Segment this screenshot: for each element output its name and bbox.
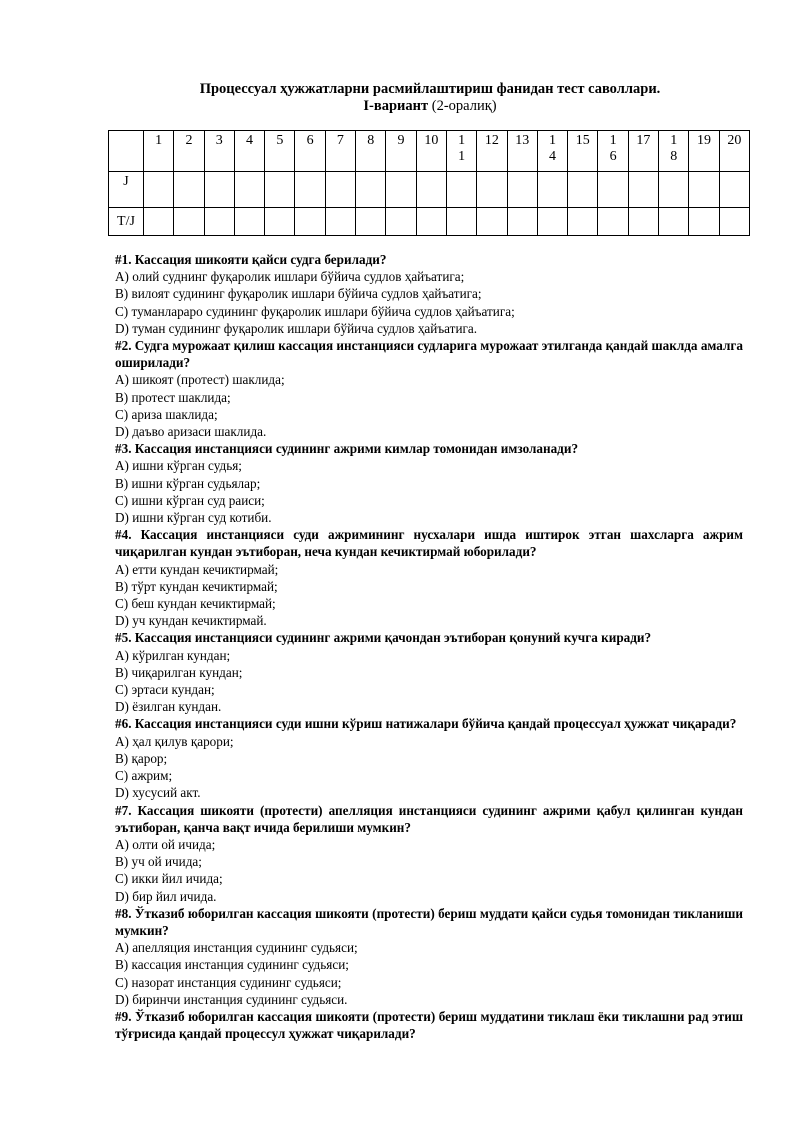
answer-cell[interactable] — [598, 208, 628, 236]
row-label-tj: T/J — [109, 208, 144, 236]
answer-cell[interactable] — [204, 208, 234, 236]
column-number: 19 — [689, 131, 719, 172]
answer-option: B) қарор; — [115, 750, 168, 766]
answer-option: D) туман судининг фуқаролик ишлари бўйича судлов ҳайъатига. — [115, 320, 478, 336]
answer-cell[interactable] — [234, 172, 264, 208]
answer-option: C) ажрим; — [115, 768, 173, 784]
column-number: 10 — [416, 131, 446, 172]
answer-cell[interactable] — [356, 172, 386, 208]
document-title: Процессуал ҳужжатларни расмийлаштириш фанидан тест саволлари. — [199, 81, 661, 97]
question-text: #3. Кассация инстанцияси судининг ажрими кимлар томонидан имзоланади? — [115, 441, 579, 457]
answer-cell[interactable] — [689, 208, 719, 236]
answer-cell[interactable] — [568, 172, 598, 208]
column-number: 13 — [507, 131, 537, 172]
answer-cell[interactable] — [386, 208, 416, 236]
answer-option: D) ишни кўрган суд котиби. — [115, 510, 272, 526]
answer-option: D) ёзилган кундан. — [115, 699, 222, 715]
column-number: 12 — [477, 131, 507, 172]
answer-cell[interactable] — [446, 208, 476, 236]
answer-option: B) кассация инстанция судининг судьяси; — [115, 957, 349, 973]
answer-table-row-tj — [109, 208, 750, 236]
answer-option: A) апелляция инстанция судининг судьяси; — [115, 940, 358, 956]
question-text: #6. Кассация инстанцияси суди ишни кўриш натижалари бўйича қандай процессуал ҳужжат чиқаради? — [115, 716, 737, 732]
answer-cell[interactable] — [265, 208, 295, 236]
answer-cell[interactable] — [477, 172, 507, 208]
questions-list — [115, 251, 743, 1042]
answer-cell[interactable] — [386, 172, 416, 208]
answer-cell[interactable] — [325, 172, 355, 208]
variant-label: I-вариант — [363, 98, 429, 114]
answer-cell[interactable] — [204, 172, 234, 208]
answer-cell[interactable] — [507, 208, 537, 236]
column-number: 9 — [386, 131, 416, 172]
answer-cell[interactable] — [719, 208, 749, 236]
answer-table — [108, 130, 750, 236]
answer-cell[interactable] — [537, 208, 567, 236]
row-label-j: J — [109, 172, 144, 208]
answer-cell[interactable] — [446, 172, 476, 208]
question-text: #1. Кассация шикояти қайси судга берилади? — [115, 252, 387, 267]
answer-option: D) даъво аризаси шаклида. — [115, 424, 267, 440]
question-text: #5. Кассация инстанцияси судининг ажрими қачондан эътиборан қонуний кучга киради? — [115, 630, 652, 646]
column-number: 1 8 — [659, 131, 689, 172]
column-number: 3 — [204, 131, 234, 172]
answer-cell[interactable] — [568, 208, 598, 236]
column-number: 6 — [295, 131, 325, 172]
answer-cell[interactable] — [356, 208, 386, 236]
column-number: 8 — [356, 131, 386, 172]
answer-cell[interactable] — [537, 172, 567, 208]
answer-option: D) биринчи инстанция судининг судьяси. — [115, 991, 348, 1007]
question-text: #8. Ўтказиб юборилган кассация шикояти (протести) бериш муддати қайси судья томонидан тикланиши мумкин? — [115, 905, 743, 938]
column-number: 1 1 — [446, 131, 476, 172]
answer-cell[interactable] — [295, 208, 325, 236]
answer-option: C) назорат инстанция судининг судьяси; — [115, 974, 342, 990]
answer-option: D) бир йил ичида. — [115, 888, 217, 904]
answer-cell[interactable] — [659, 208, 689, 236]
answer-option: B) уч ой ичида; — [115, 854, 202, 870]
variant-note: (2-оралиқ) — [428, 98, 497, 114]
answer-option: A) ишни кўрган судья; — [115, 458, 242, 474]
answer-option: B) ишни кўрган судьялар; — [115, 475, 261, 491]
answer-cell[interactable] — [265, 172, 295, 208]
answer-cell[interactable] — [295, 172, 325, 208]
column-number: 4 — [234, 131, 264, 172]
answer-cell[interactable] — [416, 172, 446, 208]
answer-option: D) уч кундан кечиктирмай. — [115, 613, 267, 629]
answer-option: D) хусусий акт. — [115, 785, 201, 801]
answer-cell[interactable] — [325, 208, 355, 236]
answer-cell[interactable] — [416, 208, 446, 236]
answer-option: A) олти ой ичида; — [115, 836, 216, 852]
answer-cell[interactable] — [598, 172, 628, 208]
question-text: #2. Судга мурожаат қилиш кассация инстанцияси судларига мурожаат этилганда қандай шаклда амалга оширилади? — [115, 338, 743, 371]
column-number: 2 — [174, 131, 204, 172]
answer-cell[interactable] — [507, 172, 537, 208]
question-text: #7. Кассация шикояти (протести) апелляция инстанцияси судининг ажрими қабул қилинган кундан эътиборан, қанча вақт ичида берилиши мумкин? — [115, 802, 743, 835]
answer-option: B) чиқарилган кундан; — [115, 664, 243, 680]
column-number: 17 — [628, 131, 658, 172]
answer-option: C) ариза шаклида; — [115, 406, 218, 422]
answer-option: A) ҳал қилув қарори; — [115, 733, 234, 749]
answer-cell[interactable] — [144, 208, 174, 236]
answer-option: C) туманлараро судининг фуқаролик ишлари бўйича судлов ҳайъатига; — [115, 303, 515, 319]
answer-option: C) ишни кўрган суд раиси; — [115, 492, 265, 508]
column-number: 1 6 — [598, 131, 628, 172]
answer-option: A) кўрилган кундан; — [115, 647, 231, 663]
answer-cell[interactable] — [234, 208, 264, 236]
answer-option: B) вилоят судининг фуқаролик ишлари бўйича судлов ҳайъатига; — [115, 286, 482, 302]
answer-option: C) эртаси кундан; — [115, 682, 215, 698]
answer-cell[interactable] — [628, 172, 658, 208]
answer-option: C) икки йил ичида; — [115, 871, 223, 887]
answer-option: B) тўрт кундан кечиктирмай; — [115, 578, 278, 594]
answer-cell[interactable] — [174, 172, 204, 208]
column-number: 20 — [719, 131, 749, 172]
answer-option: B) протест шаклида; — [115, 389, 231, 405]
answer-cell[interactable] — [719, 172, 749, 208]
column-number: 1 — [144, 131, 174, 172]
column-number: 5 — [265, 131, 295, 172]
answer-cell[interactable] — [477, 208, 507, 236]
variant-line — [60, 97, 800, 115]
question-text: #4. Кассация инстанцияси суди ажримининг нусхалари ишда иштирок этган шахсларга ажрим чиқарилган кундан эътиборан, неча кундан кечиктирмай юборилади? — [115, 527, 743, 560]
column-number: 7 — [325, 131, 355, 172]
answer-table-header-row — [109, 131, 750, 172]
answer-table-row-j — [109, 172, 750, 208]
answer-option: A) шикоят (протест) шаклида; — [115, 372, 285, 388]
answer-cell[interactable] — [659, 172, 689, 208]
column-number: 1 4 — [537, 131, 567, 172]
answer-table-corner — [109, 131, 144, 172]
question-text: #9. Ўтказиб юборилган кассация шикояти (протести) бериш муддатини тиклаш ёки тиклашни рад этиш тўғрисида қандай процессул ҳужжат чиқарилади? — [115, 1008, 743, 1042]
answer-cell[interactable] — [628, 208, 658, 236]
answer-option: A) олий суднинг фуқаролик ишлари бўйича судлов ҳайъатига; — [115, 269, 465, 285]
answer-cell[interactable] — [174, 208, 204, 236]
answer-option: C) беш кундан кечиктирмай; — [115, 596, 276, 612]
answer-option: A) етти кундан кечиктирмай; — [115, 561, 279, 577]
answer-cell[interactable] — [689, 172, 719, 208]
column-number: 15 — [568, 131, 598, 172]
answer-cell[interactable] — [144, 172, 174, 208]
